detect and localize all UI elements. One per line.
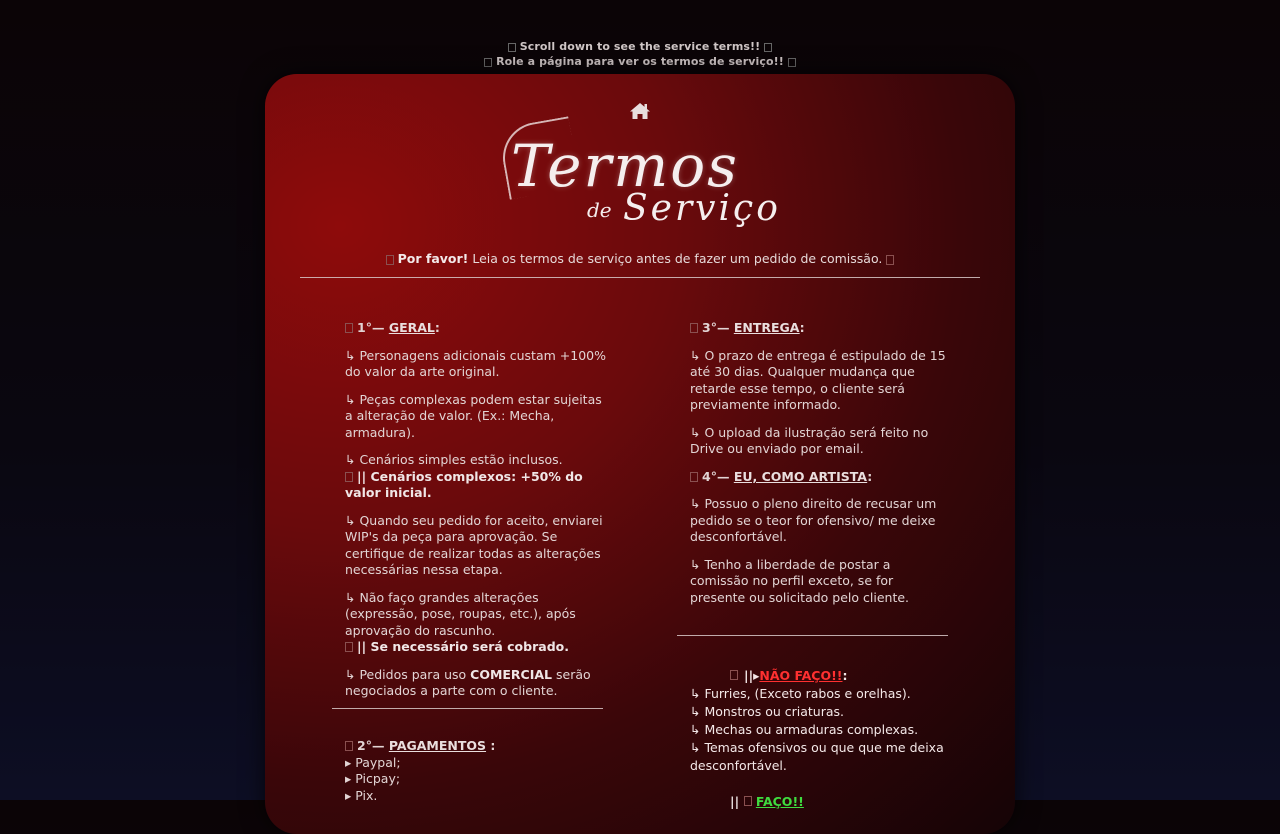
geral-item: ↳ Pedidos para uso COMERCIAL serão negociados a parte com o cliente. [345, 666, 591, 698]
entrega-item: ↳ O prazo de entrega é estipulado de 15 até 30 dias. Qualquer mudança que retarde esse tempo, o cliente será previamente informado. [690, 347, 946, 412]
notice-emoji-icon [508, 43, 516, 52]
section-pagamentos-heading: 2°— PAGAMENTOS : [345, 738, 607, 755]
nao-faco-item: ↳ Furries, (Exceto rabos e orelhas). [690, 686, 911, 701]
payments-section [345, 738, 607, 804]
terms-title-logo [505, 122, 785, 250]
left-divider [332, 708, 603, 709]
geral-item: ↳ Cenários simples estão inclusos. || Cenários complexos: +50% do valor inicial. [345, 452, 583, 500]
nao-faco-item: ↳ Mechas ou armaduras complexas. [690, 722, 919, 737]
nao-faco-item: ↳ Temas ofensivos ou que que me deixa desconfortável. [690, 740, 944, 773]
section-geral-heading: 1°— GERAL: [345, 320, 607, 337]
geral-item: ↳ Quando seu pedido for aceito, enviarei WIP's da peça para aprovação. Se certifique de realizar todas as alterações necessárias nessa etapa. [345, 512, 603, 577]
emoji-icon [886, 255, 894, 265]
notice-emoji-icon [484, 58, 492, 67]
nao-faco-section [690, 667, 960, 775]
right-divider [677, 635, 948, 636]
title-word-servico: Serviço [623, 188, 781, 229]
nao-faco-heading: ||▸NÃO FAÇO!!: [730, 667, 960, 685]
artista-item: ↳ Tenho a liberdade de postar a comissão no perfil exceto, se for presente ou solicitado pelo cliente. [690, 556, 910, 605]
title-word-termos: Termos [511, 132, 739, 200]
scroll-notice-en: Scroll down to see the service terms!! [0, 40, 1280, 53]
header-divider [300, 277, 980, 278]
emoji-icon [386, 255, 394, 265]
home-icon[interactable] [629, 102, 651, 120]
nao-faco-item: ↳ Monstros ou criaturas. [690, 704, 845, 719]
geral-item: ↳ Personagens adicionais custam +100% do valor da arte original. [345, 347, 606, 379]
notice-emoji-icon [788, 58, 796, 67]
title-word-de: de [587, 198, 612, 222]
section-entrega-heading: 3°— ENTREGA: [690, 320, 952, 337]
entrega-item: ↳ O upload da ilustração será feito no Drive ou enviado por email. [690, 424, 929, 456]
notice-emoji-icon [764, 43, 772, 52]
left-column [345, 320, 607, 711]
geral-item: ↳ Peças complexas podem estar sujeitas a alteração de valor. (Ex.: Mecha, armadura). [345, 391, 602, 440]
faco-heading: || FAÇO!! [730, 794, 804, 809]
artista-item: ↳ Possuo o pleno direito de recusar um pedido se o teor for ofensivo/ me deixe desconfortável. [690, 496, 937, 544]
terms-card [265, 74, 1015, 834]
payment-method: ▸ Picpay; [345, 771, 401, 786]
please-read-line: Por favor! Leia os termos de serviço antes de fazer um pedido de comissão. [265, 251, 1015, 266]
right-column [690, 320, 952, 617]
scroll-notice-pt: Role a página para ver os termos de serviço!! [0, 55, 1280, 68]
geral-item: ↳ Não faço grandes alterações (expressão, pose, roupas, etc.), após aprovação do rascunho. || Se necessário será cobrado. [345, 589, 576, 654]
payment-method: ▸ Pix. [345, 787, 378, 803]
payment-method: ▸ Paypal; [345, 754, 401, 770]
section-artista-heading: 4°— EU, COMO ARTISTA: [690, 469, 952, 486]
